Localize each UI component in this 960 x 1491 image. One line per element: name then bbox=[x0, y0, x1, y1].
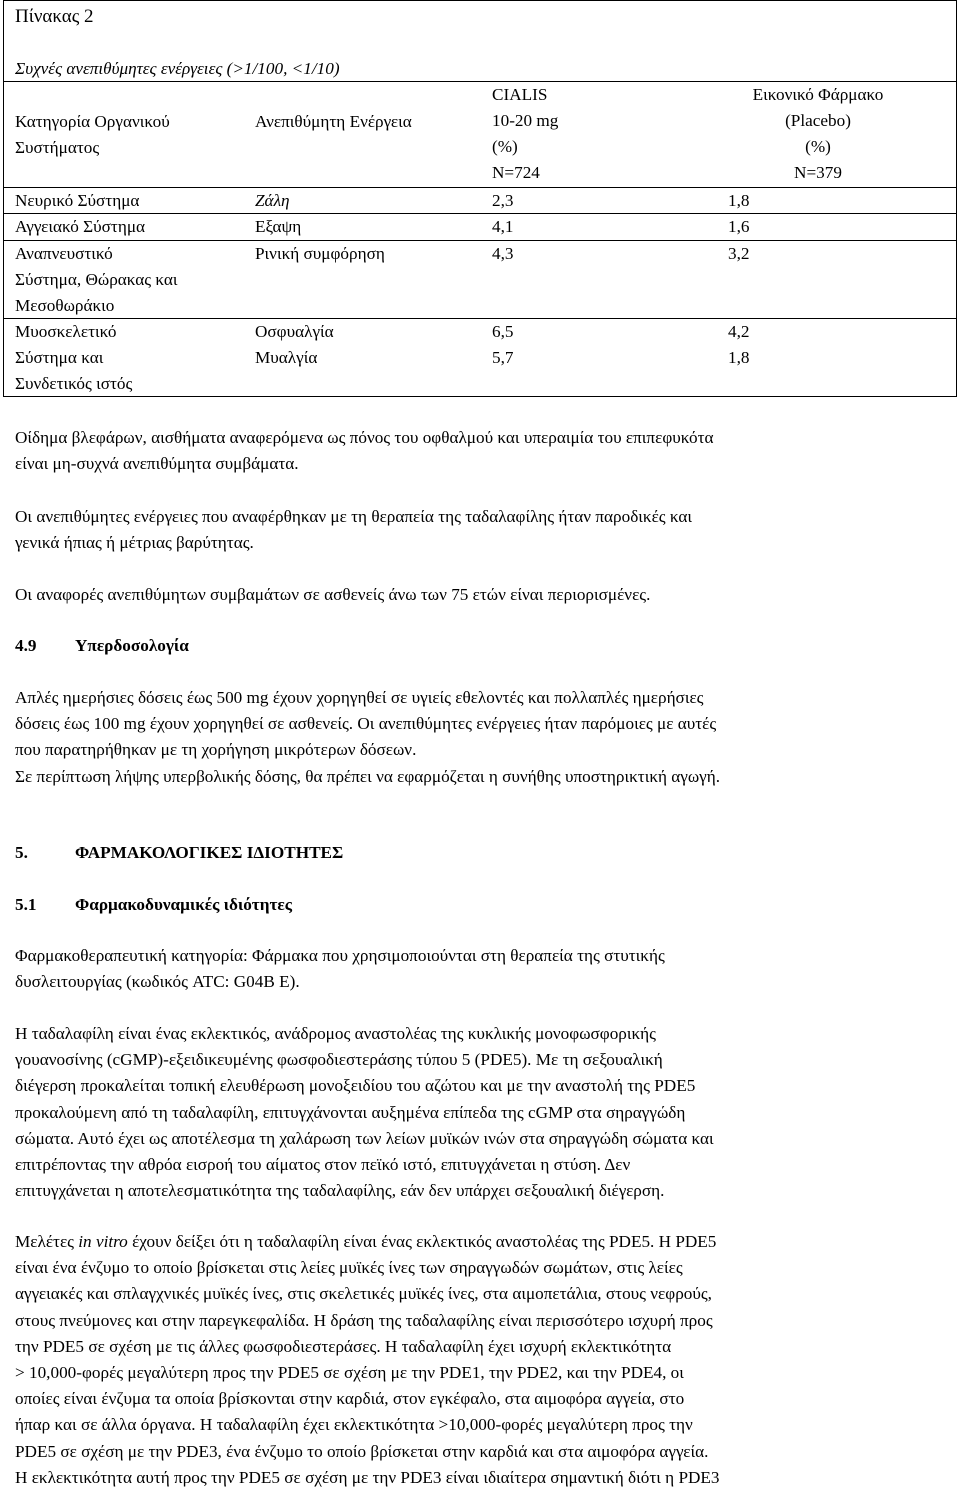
header-cialis: CIALIS 10-20 mg (%) N=724 bbox=[492, 85, 559, 182]
cell-reaction: Ζάλη bbox=[255, 191, 290, 210]
table-border-top bbox=[3, 0, 956, 1]
cell-cialis: 4,1 bbox=[492, 217, 514, 236]
in-vitro-first-line: Μελέτες in vitro έχουν δείξει ότι η ταδαλαφίλη είναι ένας εκλεκτικός αναστολέας της PDE5. Η PDE5 bbox=[15, 1232, 717, 1251]
cell-system: Νευρικό Σύστημα bbox=[15, 191, 140, 210]
section-number: 4.9 bbox=[15, 636, 37, 655]
section-heading-overdose bbox=[15, 633, 189, 659]
table-border-left bbox=[3, 0, 4, 397]
table-border-right bbox=[956, 0, 957, 397]
cell-reaction: Ρινική συμφόρηση bbox=[255, 244, 385, 263]
table-subtitle: Συχνές ανεπιθύμητες ενέργειες (>1/100, <1/10) bbox=[15, 59, 340, 78]
cell-system: Μυοσκελετικό Σύστημα και Συνδετικός ιστός bbox=[15, 322, 133, 393]
section-heading-pharmacodynamics bbox=[15, 892, 292, 918]
cell-system: Αναπνευστικό Σύστημα, Θώρακας και Μεσοθωράκιο bbox=[15, 244, 178, 315]
section-title: Φαρμακοδυναμικές ιδιότητες bbox=[75, 895, 293, 914]
section-heading-pharmacological-properties bbox=[15, 840, 343, 866]
cell-placebo: 3,2 bbox=[728, 244, 750, 263]
section-title: Υπερδοσολογία bbox=[75, 636, 189, 655]
paragraph-mechanism: Η ταδαλαφίλη είναι ένας εκλεκτικός, ανάδρομος αναστολέας της κυκλικής μονοφωσφορικής γουανοσίνης (cGMP)-εξειδικευμένης φωσφοδιεστεράσης τύπου 5 (PDE5). Με τη σεξουαλική διέγερση προκαλείται τοπική ελευθέρωση μονοξειδίου του αζώτου και με την αναστολή της PDE5 προκαλούμενη από τη ταδαλαφίλη, επιτυγχάνονται αυξημένα επίπεδα της cGMP στα σηραγγώδη σώματα. Αυτό έχει ως αποτέλεσμα τη χαλάρωση των λείων μυϊκών ινών στα σηραγγώδη σώματα και επιτρέποντας την αθρόα εισροή του αίματος στον πεϊκό ιστό, επιτυγχάνεται η στύση. Δεν επιτυγχάνεται η αποτελεσματικότητα της ταδαλαφίλης, εάν δεν υπάρχει σεξουαλική διέγερση. bbox=[15, 1024, 714, 1201]
cell-system: Αγγειακό Σύστημα bbox=[15, 217, 146, 236]
paragraph-eyelid-edema: Οίδημα βλεφάρων, αισθήματα αναφερόμενα ως πόνος του οφθαλμού και υπεραιμία του επιπεφυκότα είναι μη-συχνά ανεπιθύμητα συμβάματα. bbox=[15, 428, 714, 474]
paragraph-elderly-reports: Οι αναφορές ανεπιθύμητων συμβαμάτων σε ασθενείς άνω των 75 ετών είναι περιορισμένες. bbox=[15, 585, 651, 604]
table-border-bottom bbox=[3, 396, 956, 397]
cell-cialis: 6,5 5,7 bbox=[492, 322, 514, 367]
cell-cialis: 2,3 bbox=[492, 191, 514, 210]
cell-reaction: Οσφυαλγία Μυαλγία bbox=[255, 322, 334, 367]
header-system-class: Κατηγορία Οργανικού Συστήματος bbox=[15, 112, 170, 157]
table-caption: Πίνακας 2 bbox=[15, 6, 94, 27]
cell-placebo: 1,6 bbox=[728, 217, 750, 236]
cell-reaction: Εξαψη bbox=[255, 217, 302, 236]
cell-placebo: 1,8 bbox=[728, 191, 750, 210]
header-adverse-reaction: Ανεπιθύμητη Ενέργεια bbox=[255, 112, 412, 131]
cell-placebo: 4,2 1,8 bbox=[728, 322, 750, 367]
paragraph-in-vitro-studies: Μελέτες in vitro έχουν δείξει ότι η ταδαλαφίλη είναι ένας εκλεκτικός αναστολέας της PDE5. Η PDE5 είναι ένα ένζυμο το οποίο βρίσκεται στις λείες μυϊκές ίνες των σηραγγωδών σωμάτων, στις λείες αγγειακές και σπλαγχνικές μυϊκές ίνες, στις σκελετικές μυϊκές ίνες, στα αιμοπετάλια, στους νεφρούς, στους πνεύμονες και στην παρεγκεφαλίδα. Η δράση της ταδαλαφίλης είναι περισσότερο ισχυρή προς την PDE5 σε σχέση με τις άλλες φωσφοδιεστεράσες. Η ταδαλαφίλη έχει ισχυρή εκλεκτικότητα > 10,000-φορές μεγαλύτερη προς την PDE5 σε σχέση με την PDE1, την PDE2, και την PDE4, οι οποίες είναι ένζυμα τα οποία βρίσκονται στην καρδιά, στον εγκέφαλο, στα αιμοφόρα αγγεία, στο ήπαρ και σε άλλα όργανα. Η ταδαλαφίλη έχει εκλεκτικότητα >10,000-φορές μεγαλύτερη προς την PDE5 σε σχέση με την PDE3, ένα ένζυμο το οποίο βρίσκεται στην καρδιά και στα αιμοφόρα αγγεία. Η εκλεκτικότητα αυτή προς την PDE5 σε σχέση με την PDE3 είναι ιδιαίτερα σημαντική διότι η PDE3 bbox=[15, 1229, 945, 1491]
section-number: 5. bbox=[15, 843, 28, 862]
header-placebo: Εικονικό Φάρμακο (Placebo) (%) N=379 bbox=[752, 85, 884, 182]
cell-cialis: 4,3 bbox=[492, 244, 514, 263]
section-title: ΦΑΡΜΑΚΟΛΟΓΙΚΕΣ ΙΔΙΟΤΗΤΕΣ bbox=[75, 843, 344, 862]
table-rule bbox=[3, 187, 956, 188]
paragraph-overdose: Απλές ημερήσιες δόσεις έως 500 mg έχουν χορηγηθεί σε υγιείς εθελοντές και πολλαπλές ημερήσιες δόσεις έως 100 mg έχουν χορηγηθεί σε ασθενείς. Οι ανεπιθύμητες ενέργειες ήταν παρόμοιες με αυτές που παρατηρήθηκαν με τη χορήγηση μικρότερων δόσεων. Σε περίπτωση λήψης υπερβολικής δόσης, θα πρέπει να εφαρμόζεται η συνήθης υποστηρικτική αγωγή. bbox=[15, 688, 721, 786]
table-rule bbox=[3, 213, 956, 214]
paragraph-transient-reactions: Οι ανεπιθύμητες ενέργειες που αναφέρθηκαν με τη θεραπεία της ταδαλαφίλης ήταν παροδικές και γενικά ήπιας ή μέτριας βαρύτητας. bbox=[15, 507, 693, 553]
section-number: 5.1 bbox=[15, 895, 37, 914]
paragraph-therapeutic-category: Φαρμακοθεραπευτική κατηγορία: Φάρμακα που χρησιμοποιούνται στη θεραπεία της στυτικής δυσλειτουργίας (κωδικός ATC: G04B E). bbox=[15, 946, 665, 992]
